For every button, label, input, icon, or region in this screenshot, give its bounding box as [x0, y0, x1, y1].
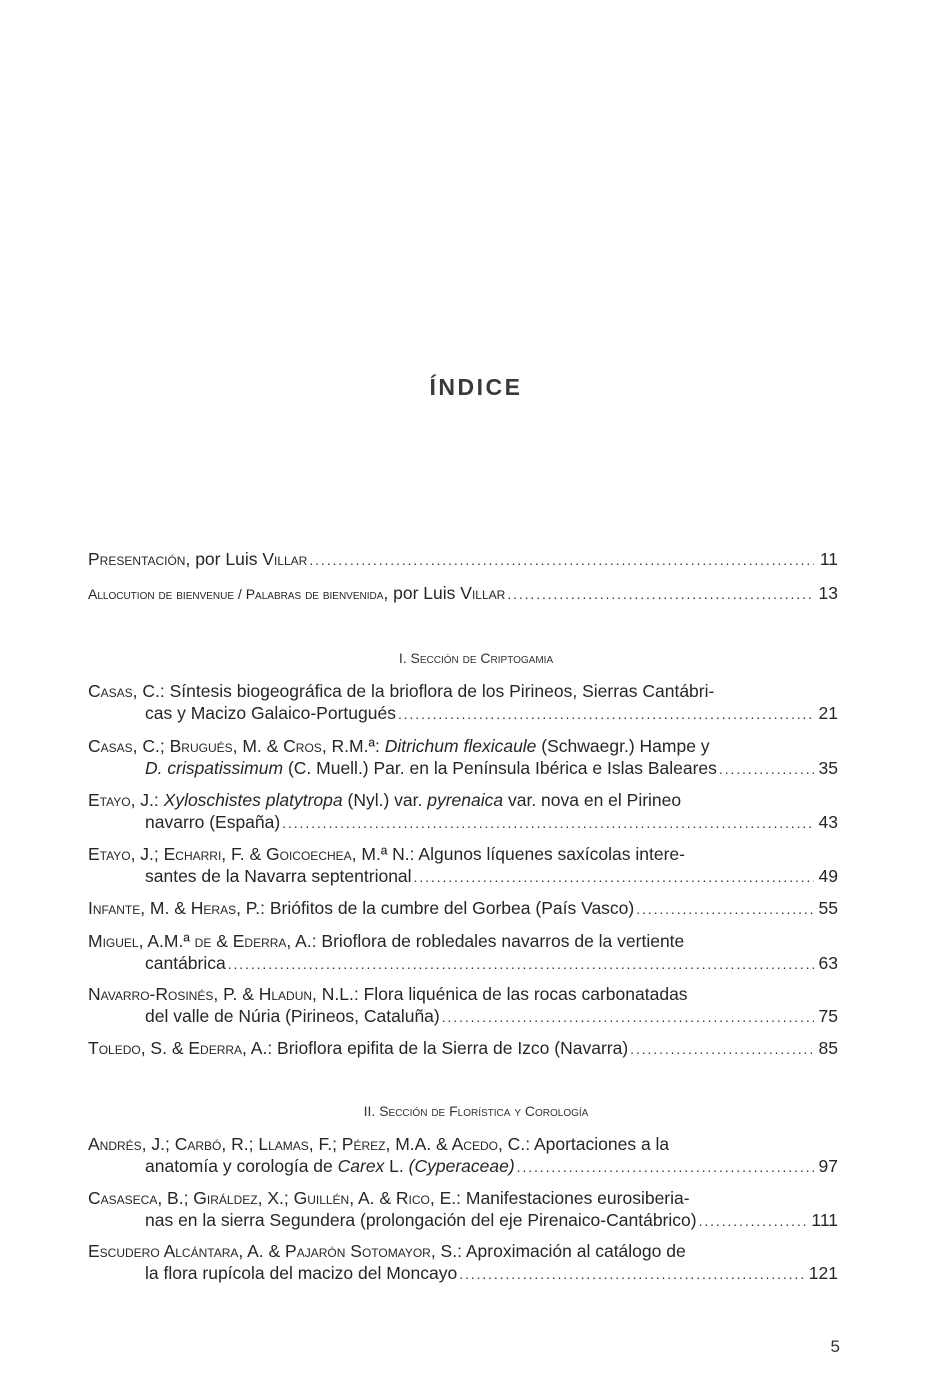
- entry-line: [88, 983, 838, 1005]
- dot-leader: [636, 897, 814, 920]
- entry-title-text: : Manifestaciones eurosiberia-: [456, 1188, 690, 1208]
- page-number: 35: [818, 758, 838, 778]
- entry-authors: Etayo, J.; Echarri, F. & Goicoechea, M.ª N.: [88, 844, 410, 864]
- toc-entry-presentacion[interactable]: [88, 548, 838, 571]
- entry-title-text: (Nyl.) var.: [342, 790, 428, 810]
- entry-title-text: (Schwaegr.) Hampe y: [536, 736, 710, 756]
- entry-line: [88, 897, 838, 920]
- entry-authors: Etayo, J.: [88, 790, 154, 810]
- dot-leader: [517, 1155, 814, 1178]
- entry-title-text: : Flora liquénica de las rocas carbonatadas: [353, 984, 688, 1004]
- page-number: 63: [818, 953, 838, 973]
- entry-title-text: : Aportaciones a la: [525, 1134, 670, 1154]
- page-folio: 5: [830, 1337, 840, 1356]
- toc-entry[interactable]: [88, 789, 838, 834]
- entry-title-text: L.: [384, 1156, 409, 1176]
- page-title: ÍNDICE: [429, 374, 523, 400]
- dot-leader: [442, 1005, 814, 1028]
- entry-title-text: (C. Muell.) Par. en la Península Ibérica e Islas Baleares: [283, 758, 717, 778]
- entry-authors: Villar: [262, 549, 308, 569]
- entry-title-text: anatomía y corología de: [145, 1156, 338, 1176]
- page-number: 55: [818, 898, 838, 918]
- toc-entry[interactable]: [88, 735, 838, 780]
- dot-leader: [459, 1262, 807, 1285]
- dot-leader: [414, 865, 814, 888]
- entry-title-text: : Aproximación al catálogo de: [457, 1241, 686, 1261]
- entry-line: [88, 1262, 838, 1285]
- dot-leader: [282, 811, 814, 834]
- entry-title-text: Allocution de bienvenue / Palabras de bienvenida: [88, 586, 384, 602]
- entry-title-text: Carex: [337, 1156, 385, 1176]
- entry-authors: Casas, C.: [88, 681, 160, 701]
- entry-authors: Andrés, J.; Carbó, R.; Llamas, F.; Pérez, M.A. & Acedo, C.: [88, 1134, 526, 1154]
- entry-line: [88, 1037, 838, 1060]
- toc-entry[interactable]: [88, 680, 838, 725]
- entry-title-text: var. nova en el Pirineo: [503, 790, 682, 810]
- entry-title-text: navarro (España): [145, 812, 281, 832]
- entry-line: [88, 1240, 838, 1262]
- entry-title-text: :: [153, 790, 164, 810]
- entry-authors: Infante, M. & Heras, P.: [88, 898, 261, 918]
- entry-line: [88, 952, 838, 975]
- page-number: 121: [808, 1263, 838, 1283]
- entry-title-text: la flora rupícola del macizo del Moncayo: [145, 1263, 458, 1283]
- page-number: 11: [819, 549, 838, 569]
- section-heading-floristica: II. Sección de Florística y Corología: [363, 1103, 589, 1119]
- entry-line: [88, 930, 838, 952]
- dot-leader: [228, 952, 814, 975]
- entry-title-text: del valle de Núria (Pirineos, Cataluña): [145, 1006, 440, 1026]
- entry-title-text: nas en la sierra Segundera (prolongación del eje Pirenaico-Cantábrico): [145, 1210, 697, 1230]
- entry-title-text: , por Luis: [185, 549, 263, 569]
- entry-title-text: : Briófitos de la cumbre del Gorbea (País Vasco): [260, 898, 635, 918]
- dot-leader: [309, 548, 814, 571]
- entry-line: [88, 1133, 838, 1155]
- dot-leader: [630, 1037, 814, 1060]
- page-number: 85: [818, 1038, 838, 1058]
- dot-leader: [699, 1209, 810, 1232]
- entry-title-text: Xyloschistes platytropa: [163, 790, 343, 810]
- entry-line: [88, 735, 838, 757]
- entry-authors: Escudero Alcántara, A. & Pajarón Sotomayor, S.: [88, 1241, 458, 1261]
- entry-line: [88, 1005, 838, 1028]
- page-number: 97: [818, 1156, 838, 1176]
- entry-title-text: :: [374, 736, 385, 756]
- entry-title-text: cas y Macizo Galaico-Portugués: [145, 703, 396, 723]
- entry-title-text: : Brioflora de robledales navarros de la vertiente: [311, 931, 685, 951]
- entry-line: [88, 702, 838, 725]
- entry-authors: Casas, C.; Brugués, M. & Cros, R.M.ª: [88, 736, 375, 756]
- entry-line: [88, 757, 838, 780]
- entry-line: [88, 548, 838, 571]
- entry-title-text: : Brioflora epifita de la Sierra de Izco (Navarra): [267, 1038, 629, 1058]
- toc-entry[interactable]: [88, 1133, 838, 1178]
- entry-authors: Toledo, S. & Ederra, A.: [88, 1038, 268, 1058]
- entry-authors: Presentación: [88, 549, 186, 569]
- entry-title-text: Ditrichum flexicaule: [384, 736, 537, 756]
- entry-line: [88, 1187, 838, 1209]
- page-number: 75: [818, 1006, 838, 1026]
- dot-leader: [507, 582, 814, 605]
- entry-line: [88, 811, 838, 834]
- toc-entry[interactable]: [88, 1240, 838, 1285]
- entry-title-text: santes de la Navarra septentrional: [145, 866, 412, 886]
- page-number: 111: [811, 1210, 838, 1230]
- entry-title-text: : Algunos líquenes saxícolas intere-: [409, 844, 685, 864]
- page-number: 13: [818, 583, 838, 603]
- entry-title-text: (Cyperaceae): [408, 1156, 515, 1176]
- entry-title-text: , por Luis: [383, 583, 461, 603]
- toc-entry-bienvenida[interactable]: [88, 582, 838, 605]
- dot-leader: [398, 702, 814, 725]
- toc-entry[interactable]: [88, 1187, 838, 1232]
- entry-line: [88, 1209, 838, 1232]
- entry-authors: Navarro-Rosinés, P. & Hladun, N.L.: [88, 984, 354, 1004]
- toc-entry[interactable]: [88, 983, 838, 1028]
- entry-title-text: D. crispatissimum: [145, 758, 284, 778]
- entry-line: [88, 680, 838, 702]
- section-heading-criptogamia: I. Sección de Criptogamia: [398, 650, 554, 666]
- entry-line: [88, 843, 838, 865]
- dot-leader: [719, 757, 814, 780]
- page-number: 49: [818, 866, 838, 886]
- toc-entry[interactable]: [88, 1037, 838, 1060]
- toc-entry[interactable]: [88, 843, 838, 888]
- entry-line: [88, 1155, 838, 1178]
- entry-authors: Casaseca, B.; Giráldez, X.; Guillén, A. & Rico, E.: [88, 1188, 457, 1208]
- entry-line: [88, 865, 838, 888]
- entry-authors: Villar: [460, 583, 506, 603]
- entry-authors: Miguel, A.M.ª de & Ederra, A.: [88, 931, 312, 951]
- page-number: 43: [818, 812, 838, 832]
- page-number: 21: [818, 703, 838, 723]
- toc-entry[interactable]: [88, 930, 838, 975]
- entry-title-text: cantábrica: [145, 953, 226, 973]
- entry-line: [88, 582, 838, 605]
- entry-title-text: pyrenaica: [427, 790, 504, 810]
- toc-entry[interactable]: [88, 897, 838, 920]
- entry-line: [88, 789, 838, 811]
- entry-title-text: : Síntesis biogeográfica de la brioflora de los Pirineos, Sierras Cantábri-: [159, 681, 715, 701]
